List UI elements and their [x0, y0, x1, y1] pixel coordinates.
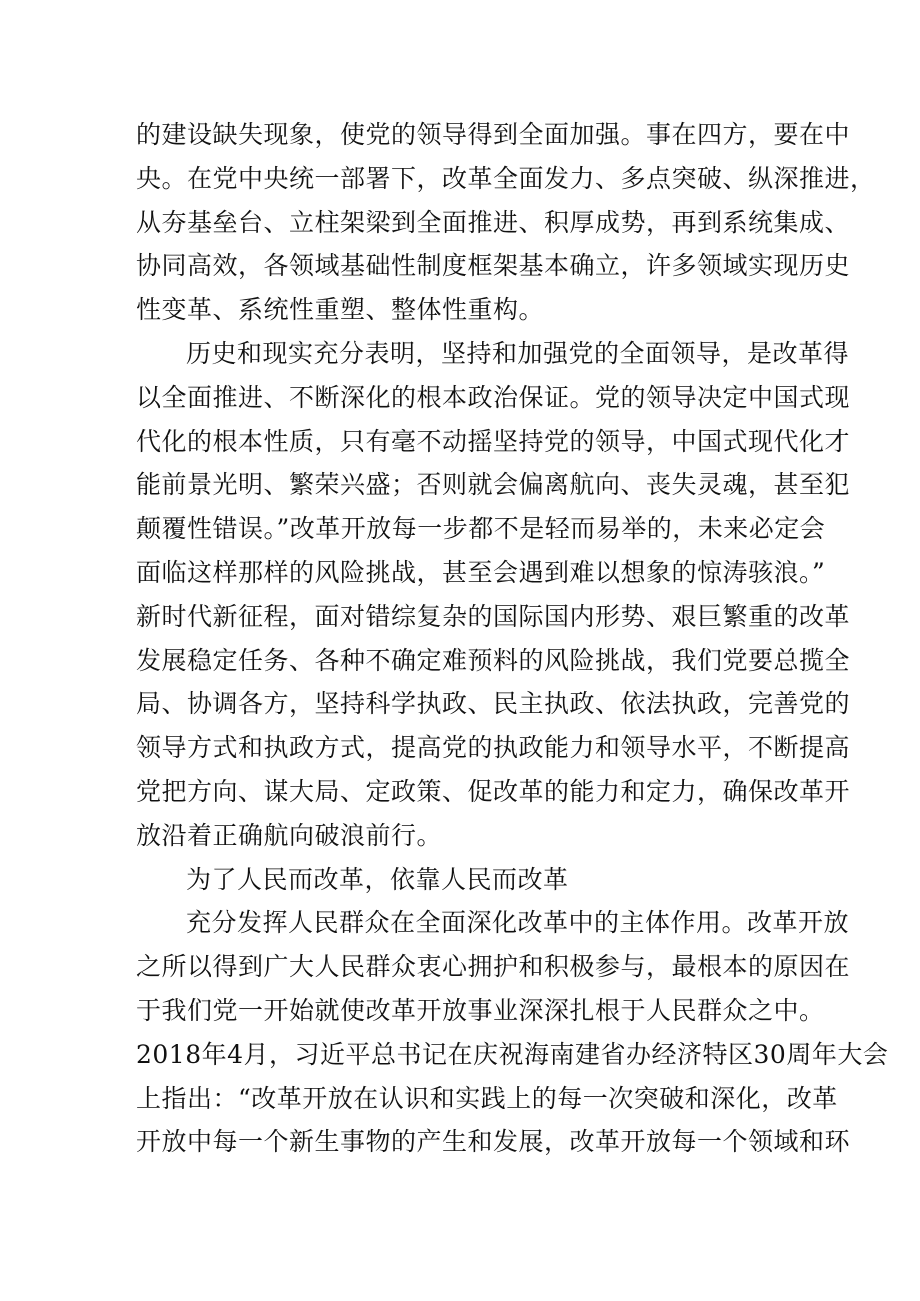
text-line-12: 新时代新征程，面对错综复杂的国际国内形势、艰巨繁重的改革 — [136, 601, 851, 631]
text-line-21: 于我们党一开始就使改革开放事业深深扎根于人民群众之中。 — [136, 995, 825, 1025]
text-line-1: 的建设缺失现象，使党的领导得到全面加强。事在四方，要在中 — [136, 120, 851, 149]
text-line-11: 面临这样那样的风险挑战，甚至会遇到难以想象的惊涛骇浪。” — [136, 557, 826, 587]
text-line-20: 之所以得到广大人民群众衷心拥护和积极参与，最根本的原因在 — [136, 952, 851, 982]
text-line-8: 代化的根本性质，只有毫不动摇坚持党的领导，中国式现代化才 — [136, 426, 851, 456]
text-line-3: 从夯基垒台、立柱架梁到全面推进、积厚成势，再到系统集成、 — [136, 207, 851, 237]
text-line-23: 上指出：“改革开放在认识和实践上的每一次突破和深化，改革 — [136, 1083, 838, 1113]
text-line-22: 2018年4月，习近平总书记在庆祝海南建省办经济特区30周年大会 — [136, 1039, 889, 1069]
text-line-24: 开放中每一个新生事物的产生和发展，改革开放每一个领域和环 — [136, 1127, 851, 1157]
text-line-7: 以全面推进、不断深化的根本政治保证。党的领导决定中国式现 — [136, 382, 851, 412]
text-line-2: 央。在党中央统一部署下，改革全面发力、多点突破、纵深推进， — [136, 163, 876, 193]
text-line-6: 历史和现实充分表明，坚持和加强党的全面领导，是改革得 — [186, 338, 850, 368]
text-line-4: 协同高效，各领域基础性制度框架基本确立，许多领域实现历史 — [136, 251, 851, 281]
section-heading: 为了人民而改革，依靠人民而改革 — [186, 864, 569, 894]
text-line-16: 党把方向、谋大局、定政策、促改革的能力和定力，确保改革开 — [136, 776, 851, 806]
article-body — [136, 113, 889, 1164]
text-line-5: 性变革、系统性重塑、整体性重构。 — [136, 295, 545, 325]
text-line-17: 放沿着正确航向破浪前行。 — [136, 820, 443, 850]
text-line-9: 能前景光明、繁荣兴盛；否则就会偏离航向、丧失灵魂，甚至犯 — [136, 470, 851, 500]
text-line-13: 发展稳定任务、各种不确定难预料的风险挑战，我们党要总揽全 — [136, 645, 851, 675]
text-line-15: 领导方式和执政方式，提高党的执政能力和领导水平，不断提高 — [136, 733, 851, 763]
text-line-14: 局、协调各方，坚持科学执政、民主执政、依法执政，完善党的 — [136, 689, 851, 719]
text-line-19: 充分发挥人民群众在全面深化改革中的主体作用。改革开放 — [186, 908, 850, 938]
text-line-10: 颠覆性错误。”改革开放每一步都不是轻而易举的，未来必定会 — [136, 514, 826, 544]
